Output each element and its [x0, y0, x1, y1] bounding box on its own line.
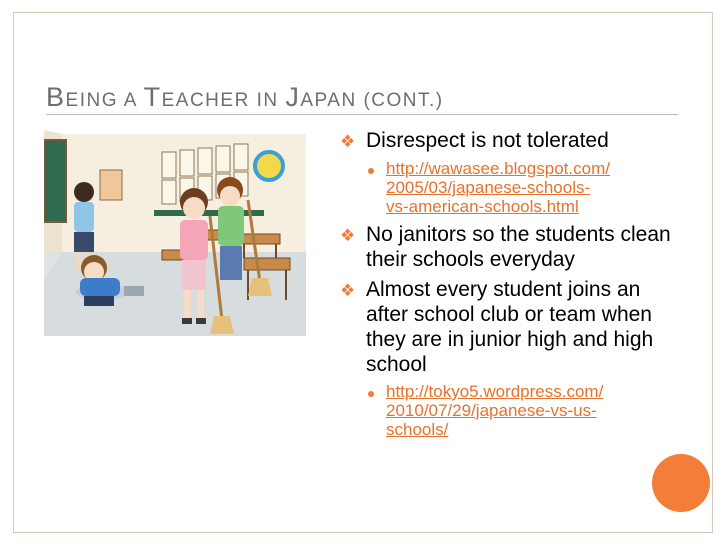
title-part: APAN (: [300, 90, 372, 111]
title-part: B: [46, 82, 66, 112]
reference-link[interactable]: http://tokyo5.wordpress.com/ 2010/07/29/japanese-vs-us- schools/: [386, 382, 604, 439]
title-part: .): [429, 90, 444, 111]
title-part: CONT: [371, 90, 430, 111]
sub-bullet-item: [368, 382, 680, 439]
bullet-text: No janitors so the students clean their schools everyday: [366, 223, 671, 271]
dot-icon: [368, 168, 374, 174]
reference-link[interactable]: http://wawasee.blogspot.com/ 2005/03/japanese-schools- vs-american-schools.html: [386, 159, 610, 216]
bullet-text: Almost every student joins an after school club or team when they are in junior high and high school: [366, 278, 654, 376]
title-part: T: [143, 82, 162, 112]
decorative-circle: [652, 454, 710, 512]
diamond-outline-icon: ❖: [340, 132, 356, 151]
diamond-outline-icon: ❖: [340, 226, 356, 245]
title-divider: [46, 114, 678, 115]
title-part: J: [285, 82, 301, 112]
classroom-illustration: [44, 130, 306, 336]
bullet-item: [340, 128, 680, 154]
dot-icon: [368, 391, 374, 397]
bullet-item: [340, 222, 680, 272]
bullet-list: [340, 128, 680, 445]
sub-bullet-item: [368, 159, 680, 216]
bullet-text: Disrespect is not tolerated: [366, 129, 609, 152]
bullet-item: [340, 277, 680, 377]
slide-title: [46, 82, 444, 113]
title-part: EACHER IN: [161, 90, 286, 111]
diamond-outline-icon: ❖: [340, 281, 356, 300]
title-part: EING A: [65, 90, 144, 111]
